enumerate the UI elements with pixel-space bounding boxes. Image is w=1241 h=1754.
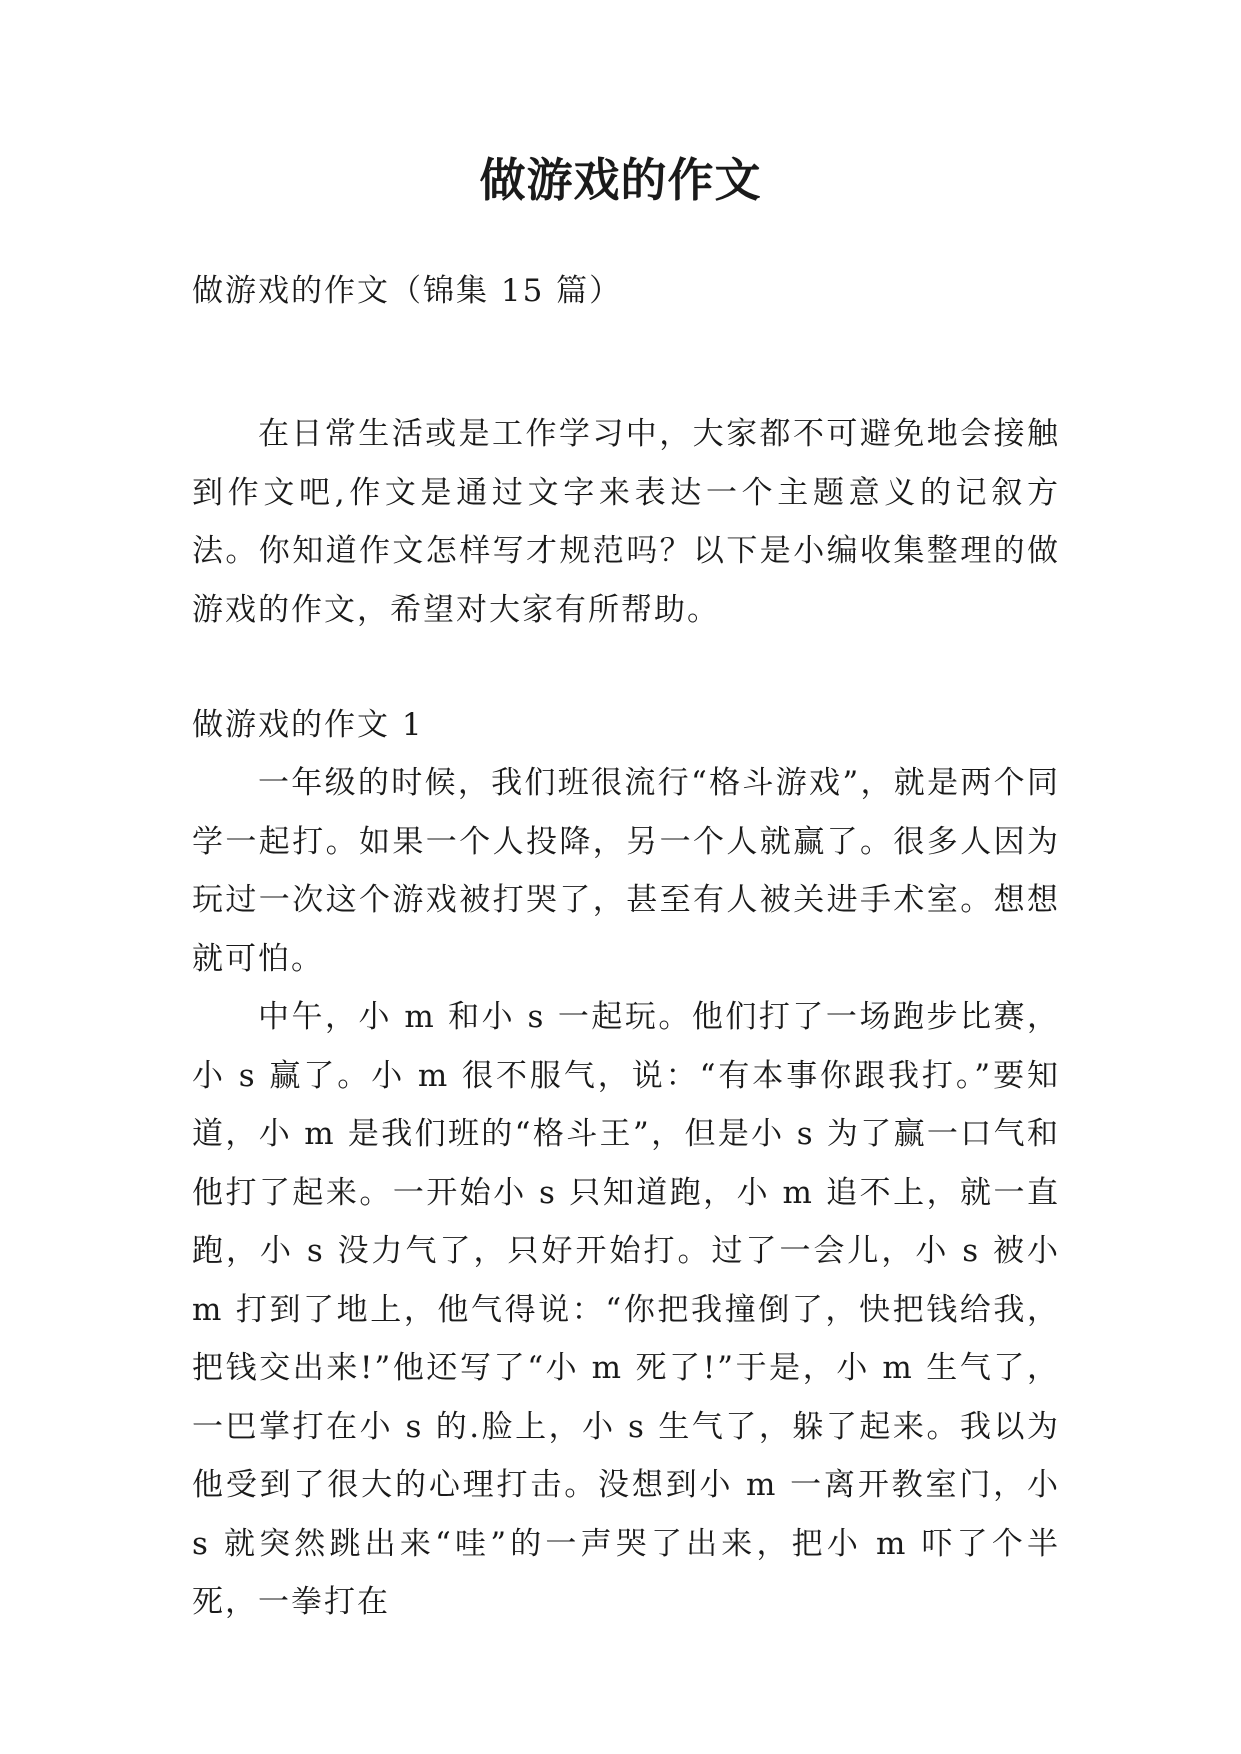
body-paragraph-2: 中午，小 m 和小 s 一起玩。他们打了一场跑步比赛，小 s 赢了。小 m 很不服气，说：“有本事你跟我打。”要知道，小 m 是我们班的“格斗王”，但是小 s 为了赢一口气和他打了起来。一开始小 s 只知道跑，小 m 追不上，就一直跑，小 s 没力气了，只好开始打。过了一会儿，小 s 被小 m 打到了地上，他气得说：“你把我撞倒了，快把钱给我，把钱交出来!”他还写了“小 m 死了!”于是，小 m 生气了，一巴掌打在小 s 的.脸上，小 s 生气了，躲了起来。我以为他受到了很大的心理打击。没想到小 m 一离开教室门，小 s 就突然跳出来“哇”的一声哭了出来，把小 m 吓了个半死，一拳打在 <box>192 999 1060 1620</box>
document-title: 做游戏的作文 <box>479 153 762 207</box>
section-heading: 做游戏的作文 1 <box>192 707 424 743</box>
body-paragraph-1: 一年级的时候，我们班很流行“格斗游戏”，就是两个同学一起打。如果一个人投降，另一个人就赢了。很多人因为玩过一次这个游戏被打哭了，甚至有人被关进手术室。想想就可怕。 <box>192 765 1060 977</box>
document-subtitle: 做游戏的作文（锦集 15 篇） <box>192 273 623 309</box>
intro-paragraph: 在日常生活或是工作学习中，大家都不可避免地会接触到作文吧,作文是通过文字来表达一个主题意义的记叙方法。你知道作文怎样写才规范吗？以下是小编收集整理的做游戏的作文，希望对大家有所帮助。 <box>192 416 1060 628</box>
